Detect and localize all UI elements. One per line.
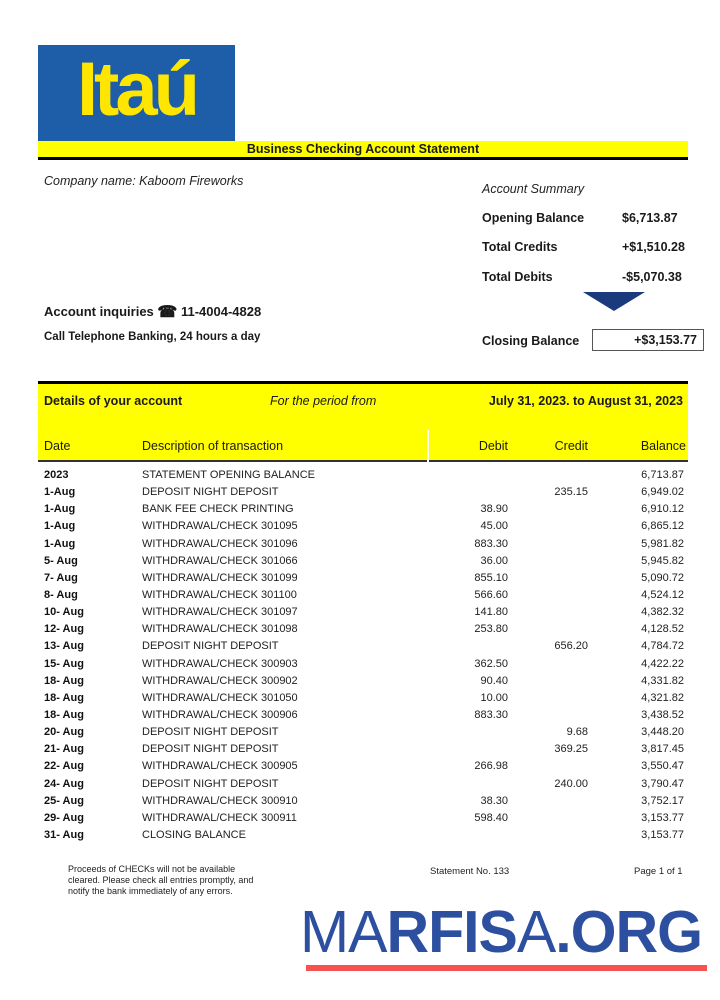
company-name: Company name: Kaboom Fireworks: [44, 174, 244, 188]
cell-debit: 90.40: [480, 674, 508, 687]
table-row: [38, 656, 688, 673]
cell-desc: WITHDRAWAL/CHECK 300902: [142, 674, 298, 687]
cell-date: 7- Aug: [44, 571, 78, 584]
cell-desc: WITHDRAWAL/CHECK 301066: [142, 554, 298, 567]
table-row: [38, 707, 688, 724]
cell-debit: 10.00: [480, 691, 508, 704]
cell-debit: 45.00: [480, 520, 508, 533]
cell-desc: WITHDRAWAL/CHECK 301099: [142, 571, 298, 584]
itau-logo: [38, 45, 235, 141]
cell-date: 1-Aug: [44, 486, 76, 499]
column-header-date: Date: [44, 439, 71, 453]
table-row: [38, 638, 688, 655]
cell-desc: WITHDRAWAL/CHECK 300903: [142, 657, 298, 670]
cell-balance: 5,090.72: [641, 571, 684, 584]
watermark-segment: RFIS: [386, 899, 517, 965]
closing-balance-label: Closing Balance: [482, 334, 580, 348]
statement-title: Business Checking Account Statement: [246, 142, 480, 156]
cell-balance: 6,949.02: [641, 486, 684, 499]
cell-balance: 4,128.52: [641, 623, 684, 636]
cell-debit: 855.10: [474, 571, 508, 584]
cell-desc: DEPOSIT NIGHT DEPOSIT: [142, 777, 279, 790]
column-header-balance: Balance: [640, 439, 686, 453]
cell-balance: 3,817.45: [641, 743, 684, 756]
cell-balance: 4,524.12: [641, 588, 684, 601]
cell-balance: 4,784.72: [641, 640, 684, 653]
table-row: [38, 690, 688, 707]
cell-balance: 6,910.12: [641, 503, 684, 516]
watermark-segment: A: [516, 899, 556, 965]
table-row: [38, 621, 688, 638]
cell-date: 8- Aug: [44, 588, 78, 601]
telephone-icon: ☎: [157, 304, 178, 321]
cell-balance: 5,981.82: [641, 537, 684, 550]
cell-debit: 38.30: [480, 794, 508, 807]
opening-balance-value: $6,713.87: [622, 211, 678, 225]
cell-desc: WITHDRAWAL/CHECK 301098: [142, 623, 298, 636]
cell-debit: 38.90: [480, 503, 508, 516]
cell-date: 13- Aug: [44, 640, 84, 653]
cell-debit: 883.30: [474, 708, 508, 721]
cell-desc: DEPOSIT NIGHT DEPOSIT: [142, 486, 279, 499]
cell-balance: 6,865.12: [641, 520, 684, 533]
cell-desc: WITHDRAWAL/CHECK 300911: [142, 811, 297, 824]
cell-credit: 369.25: [554, 743, 588, 756]
account-inquiries: [44, 302, 261, 322]
cell-date: 31- Aug: [44, 828, 84, 841]
cell-date: 24- Aug: [44, 777, 84, 790]
cell-balance: 4,321.82: [641, 691, 684, 704]
total-debits-value: -$5,070.38: [622, 270, 682, 284]
cell-debit: 36.00: [480, 554, 508, 567]
cell-balance: 4,331.82: [641, 674, 684, 687]
account-summary-title: Account Summary: [482, 182, 585, 196]
cell-date: 10- Aug: [44, 606, 84, 619]
cell-desc: DEPOSIT NIGHT DEPOSIT: [142, 726, 279, 739]
cell-date: 18- Aug: [44, 691, 84, 704]
table-row: [38, 827, 688, 844]
footer-notice-line: cleared. Please check all entries promptly, and: [68, 875, 254, 885]
cell-desc: WITHDRAWAL/CHECK 300905: [142, 760, 298, 773]
cell-debit: 362.50: [474, 657, 508, 670]
itau-logo-text: Itaú: [76, 47, 197, 132]
total-credits-value: +$1,510.28: [622, 240, 685, 254]
table-row: [38, 553, 688, 570]
cell-date: 5- Aug: [44, 554, 78, 567]
cell-desc: WITHDRAWAL/CHECK 300906: [142, 708, 298, 721]
cell-date: 21- Aug: [44, 743, 84, 756]
cell-balance: 4,382.32: [641, 606, 684, 619]
table-row: [38, 724, 688, 741]
details-banner: [38, 381, 688, 462]
cell-desc: WITHDRAWAL/CHECK 301096: [142, 537, 298, 550]
cell-balance: 3,550.47: [641, 760, 684, 773]
column-header-debit: Debit: [478, 439, 508, 453]
cell-date: 18- Aug: [44, 708, 84, 721]
cell-credit: 656.20: [554, 640, 588, 653]
cell-date: 18- Aug: [44, 674, 84, 687]
table-row: [38, 570, 688, 587]
cell-credit: 235.15: [554, 486, 588, 499]
closing-balance-box: [592, 329, 704, 351]
cell-debit: 883.30: [474, 537, 508, 550]
table-row: [38, 810, 688, 827]
period-value: July 31, 2023. to August 31, 2023: [488, 394, 683, 408]
period-label: For the period from: [270, 394, 377, 408]
cell-date: 12- Aug: [44, 623, 84, 636]
cell-date: 2023: [44, 469, 69, 481]
table-row: [38, 587, 688, 604]
cell-debit: 566.60: [474, 588, 508, 601]
cell-date: 25- Aug: [44, 794, 84, 807]
cell-balance: 3,752.17: [641, 794, 684, 807]
table-row: [38, 604, 688, 621]
cell-balance: 3,448.20: [641, 726, 684, 739]
down-arrow-icon: [583, 292, 645, 311]
table-row: [38, 741, 688, 758]
cell-date: 1-Aug: [44, 520, 76, 533]
account-inquiries-phone: 11-4004-4828: [180, 304, 262, 319]
cell-balance: 4,422.22: [641, 657, 684, 670]
cell-balance: 3,153.77: [641, 828, 684, 841]
cell-desc: WITHDRAWAL/CHECK 301100: [142, 588, 297, 601]
cell-date: 22- Aug: [44, 760, 84, 773]
table-row: [38, 776, 688, 793]
watermark-underline: [306, 965, 707, 971]
cell-balance: 3,438.52: [641, 708, 684, 721]
cell-desc: CLOSING BALANCE: [142, 828, 246, 841]
footer-notice-line: notify the bank immediately of any errors.: [68, 886, 233, 896]
cell-desc: STATEMENT OPENING BALANCE: [142, 469, 315, 481]
column-header-credit: Credit: [554, 439, 588, 453]
cell-debit: 266.98: [474, 760, 508, 773]
transactions-body: [38, 467, 688, 844]
table-row: [38, 758, 688, 775]
closing-balance-value: +$3,153.77: [634, 333, 697, 347]
cell-credit: 240.00: [554, 777, 588, 790]
cell-balance: 6,713.87: [641, 469, 684, 481]
column-header-description: Description of transaction: [142, 439, 284, 453]
cell-desc: BANK FEE CHECK PRINTING: [142, 503, 294, 516]
table-row: [38, 484, 688, 501]
cell-balance: 5,945.82: [641, 554, 684, 567]
statement-number: Statement No. 133: [430, 866, 510, 877]
table-row: [38, 536, 688, 553]
total-credits-label: Total Credits: [482, 240, 558, 254]
cell-debit: 598.40: [474, 811, 508, 824]
footer-notice-line: Proceeds of CHECKs will not be available: [68, 864, 236, 874]
account-inquiries-label: Account inquiries: [44, 304, 154, 319]
cell-date: 1-Aug: [44, 537, 76, 550]
table-row: [38, 518, 688, 535]
watermark-segment: .ORG: [555, 899, 703, 965]
footer-notice: [68, 864, 318, 897]
opening-balance-label: Opening Balance: [482, 211, 585, 225]
column-separator: [427, 430, 429, 463]
cell-balance: 3,153.77: [641, 811, 684, 824]
cell-date: 29- Aug: [44, 811, 84, 824]
cell-date: 1-Aug: [44, 503, 76, 516]
cell-desc: WITHDRAWAL/CHECK 300910: [142, 794, 298, 807]
cell-desc: WITHDRAWAL/CHECK 301097: [142, 606, 298, 619]
statement-title-banner: [38, 141, 688, 160]
cell-credit: 9.68: [566, 726, 588, 739]
cell-desc: DEPOSIT NIGHT DEPOSIT: [142, 640, 279, 653]
details-title: Details of your account: [44, 394, 183, 408]
table-row: [38, 467, 688, 484]
page-indicator: Page 1 of 1: [634, 866, 683, 877]
total-debits-label: Total Debits: [482, 270, 553, 284]
cell-desc: DEPOSIT NIGHT DEPOSIT: [142, 743, 279, 756]
table-row: [38, 501, 688, 518]
table-row: [38, 673, 688, 690]
telephone-banking-note: Call Telephone Banking, 24 hours a day: [44, 331, 261, 343]
cell-desc: WITHDRAWAL/CHECK 301050: [142, 691, 298, 704]
table-row: [38, 793, 688, 810]
cell-date: 20- Aug: [44, 726, 84, 739]
cell-debit: 253.80: [474, 623, 508, 636]
cell-desc: WITHDRAWAL/CHECK 301095: [142, 520, 298, 533]
watermark-text: [300, 901, 702, 963]
cell-balance: 3,790.47: [641, 777, 684, 790]
cell-date: 15- Aug: [44, 657, 84, 670]
watermark-segment: MA: [300, 899, 387, 965]
cell-debit: 141.80: [474, 606, 508, 619]
